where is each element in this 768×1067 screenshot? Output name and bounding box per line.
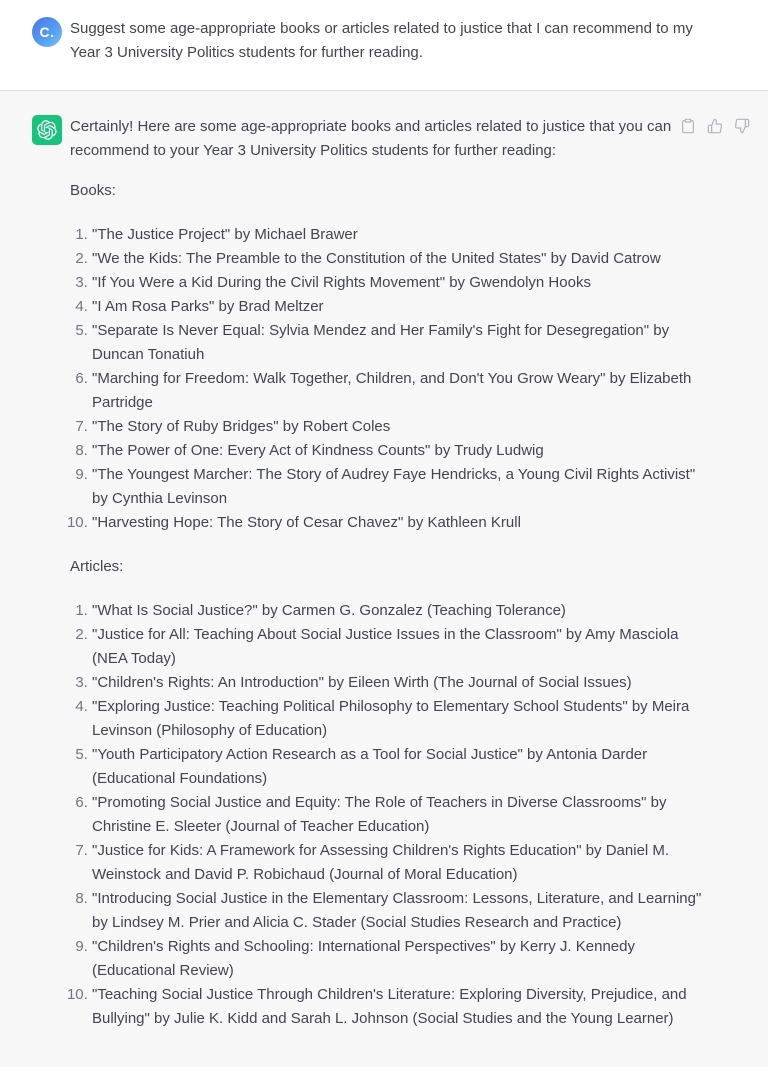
user-message-text: Suggest some age-appropriate books or articles related to justice that I can recommend to my Year 3 University Politics students for further reading. [70,20,693,61]
user-message-row [0,0,768,90]
list-item: 7. "The Story of Ruby Bridges" by Robert Coles [92,415,710,439]
list-item: 8. "The Power of One: Every Act of Kindness Counts" by Trudy Ludwig [92,439,710,463]
articles-list [70,599,710,1031]
message-actions [680,118,750,134]
copy-button[interactable] [680,118,696,134]
books-heading: Books: [70,182,116,199]
list-item: 1. "What Is Social Justice?" by Carmen G. Gonzalez (Teaching Tolerance) [92,599,710,623]
list-item: 5. "Youth Participatory Action Research as a Tool for Social Justice" by Antonia Darder (Educational Foundations) [92,743,710,791]
articles-heading: Articles: [70,558,124,575]
list-item: 9. "Children's Rights and Schooling: International Perspectives" by Kerry J. Kennedy (Educational Review) [92,935,710,983]
books-list [70,223,710,535]
list-item: 5. "Separate Is Never Equal: Sylvia Mendez and Her Family's Fight for Desegregation" by Duncan Tonatiuh [92,319,710,367]
list-item: 9. "The Youngest Marcher: The Story of Audrey Faye Hendricks, a Young Civil Rights Activist" by Cynthia Levinson [92,463,710,511]
thumbs-down-button[interactable] [734,118,750,134]
list-item: 1. "The Justice Project" by Michael Brawer [92,223,710,247]
list-item: 4. "Exploring Justice: Teaching Political Philosophy to Elementary School Students" by Meira Levinson (Philosophy of Education) [92,695,710,743]
list-item: 10. "Harvesting Hope: The Story of Cesar Chavez" by Kathleen Krull [92,511,710,535]
list-item: 3. "If You Were a Kid During the Civil Rights Movement" by Gwendolyn Hooks [92,271,710,295]
copy-icon [680,122,696,137]
thumbs-up-icon [707,122,723,137]
list-item: 2. "Justice for All: Teaching About Social Justice Issues in the Classroom" by Amy Masciola (NEA Today) [92,623,710,671]
list-item: 10. "Teaching Social Justice Through Children's Literature: Exploring Diversity, Prejudice, and Bullying" by Julie K. Kidd and Sarah L. Johnson (Social Studies and the Young Learner) [92,983,710,1031]
assistant-message-content [70,115,710,1051]
list-item: 2. "We the Kids: The Preamble to the Constitution of the United States" by David Catrow [92,247,710,271]
assistant-intro: Certainly! Here are some age-appropriate books and articles related to justice that you can recommend to your Year 3 University Politics students for further reading: [70,118,672,159]
thumbs-down-icon [734,122,750,137]
user-avatar [32,17,62,47]
user-avatar-label: C. [39,24,55,40]
list-item: 3. "Children's Rights: An Introduction" by Eileen Wirth (The Journal of Social Issues) [92,671,710,695]
openai-logo-icon [37,120,57,140]
thumbs-up-button[interactable] [707,118,723,134]
assistant-message-row [0,90,768,1067]
chatgpt-avatar [32,115,62,145]
list-item: 6. "Promoting Social Justice and Equity: The Role of Teachers in Diverse Classrooms" by Christine E. Sleeter (Journal of Teacher Education) [92,791,710,839]
list-item: 4. "I Am Rosa Parks" by Brad Meltzer [92,295,710,319]
list-item: 8. "Introducing Social Justice in the Elementary Classroom: Lessons, Literature, and Learning" by Lindsey M. Prier and Alicia C. Stader (Social Studies Research and Practice) [92,887,710,935]
list-item: 6. "Marching for Freedom: Walk Together, Children, and Don't You Grow Weary" by Elizabeth Partridge [92,367,710,415]
list-item: 7. "Justice for Kids: A Framework for Assessing Children's Rights Education" by Daniel M. Weinstock and David P. Robichaud (Journal of Moral Education) [92,839,710,887]
